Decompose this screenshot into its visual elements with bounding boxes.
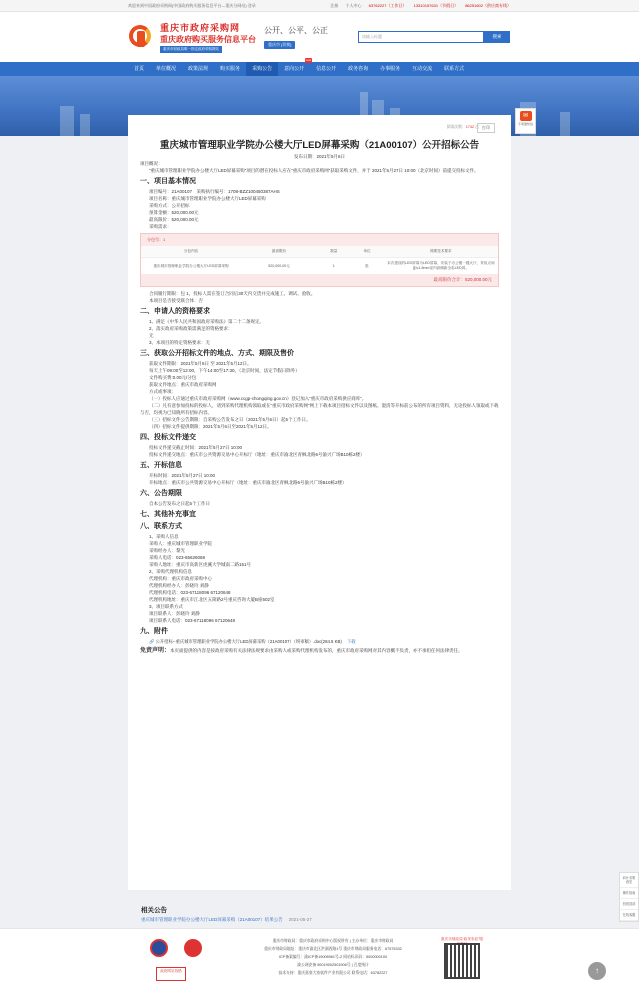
footer-line: 技术支持：重庆嘉豪大家软件产业有限公司 联系电话：63782227 (278, 971, 388, 975)
contact-line: 采购经办人：黎光 (149, 548, 185, 553)
project-line: 最高限价：520,000.00元 (149, 217, 199, 222)
doc-line: 文件购买费:0.00元/分包 (149, 375, 197, 380)
table-cell: 重庆城市管理职业学院办公楼大厅LED屏幕采购 (153, 263, 229, 268)
contact-line: 代理机构电话：023-67118096 67120648 (149, 590, 231, 595)
nav-announcements[interactable]: 采购公告 (246, 62, 278, 76)
table-header: 数量 (317, 246, 350, 258)
logo-subtitle: 重庆政府购买服务信息平台 (160, 35, 256, 44)
table-row (141, 258, 498, 275)
footer-info (248, 937, 418, 977)
footer-line: 重庆市财政局：重庆市政府采购中心版权所有 | 主办单位：重庆市财政局 (272, 939, 394, 943)
gov-site-error-badge[interactable]: 政府网站找错 (156, 967, 186, 981)
contact-line: 3、项目联系方式 (149, 604, 184, 609)
contact-line: 代理机构经办人：彭晓玲 刘静 (149, 583, 209, 588)
login-link[interactable]: 登录 (247, 2, 256, 8)
contact-line: 1、采购人信息 (149, 534, 179, 539)
footer-line[interactable]: ICP备案编号：渝ICP备19008961号-2 网站标识码：5000000100 (278, 955, 388, 959)
footer-line: 重庆市财政局地址：重庆市渝北区洪湖西路1号 重庆市财政局服务电话：67575332 (264, 947, 402, 951)
search-bar (358, 31, 510, 43)
new-badge: new (305, 58, 312, 62)
submit-line: 投标文件递交地点：重庆市公共资源交易中心开标厅（地址：重庆市渝北区青枫北路6号渝兴广场B10栋2楼） (149, 452, 365, 457)
site-footer (0, 928, 639, 996)
side-feedback-button[interactable]: 问计求策 意见 (620, 873, 638, 888)
party-emblem-icon[interactable] (150, 939, 168, 957)
search-input[interactable]: 请输入标题 (358, 31, 484, 43)
section-heading: 六、公告期限 (140, 490, 182, 497)
attachment-name[interactable]: 公开招标--重庆城市管理职业学院办公楼大厅LED屏幕采购（21A00107）（终审稿）.doc(284.5 KB) (155, 639, 342, 644)
project-line: 采购方式：公开招标 (149, 203, 190, 208)
main-nav (0, 58, 639, 76)
contact-line: 2、采购代理机构信息 (149, 569, 193, 574)
footer-line[interactable]: 渝公网安备 50019002501906号 | 百度统计 (297, 963, 369, 967)
side-toolbar (619, 872, 639, 922)
download-link[interactable]: 下载 (347, 639, 356, 644)
side-service-button[interactable]: 在线客服 (620, 910, 638, 921)
special-notice-button[interactable] (515, 108, 536, 134)
qualification-line: 2、落实政府采购政策需满足的资格要求： (149, 326, 233, 331)
views-label: 阅读次数： (446, 125, 466, 129)
section-heading: 一、项目基本情况 (140, 178, 196, 185)
overview-label: 项目概况： (140, 161, 163, 166)
side-top-button[interactable]: 回到顶部 (620, 899, 638, 910)
contact-line: 项目联系人：彭晓玲 刘静 (149, 611, 200, 616)
views-unit: 次 (475, 125, 479, 129)
disclaimer-text: 本页面提供的内容是按政府采购有关法律法规要求由采购人或采购代理机构发布的，重庆市政府采购网对其内容概不负责，亦不承担任何法律责任。 (170, 648, 463, 653)
phone-workday: 63762227（工作日） (368, 2, 407, 8)
disclaimer-label: 免责声明： (140, 648, 171, 654)
doc-subline: （一）投标人应通过重庆市政府采购网（www.ccgp-chongqing.gov.cn）登记加入“重庆市政府采购供应商库”。 (149, 396, 367, 401)
doc-subline: （四）招标文件提供期限：2021年5月6日至2021年5月12日。 (149, 424, 272, 429)
period-line: 自本公告发布之日起5个工作日 (149, 501, 211, 506)
contact-line: 采购人电话：023-65626068 (149, 555, 206, 560)
related-link-text[interactable]: 重庆城市管理职业学院办公楼大厅LED屏幕采购（21A00107）结果公告 (141, 917, 283, 922)
table-header: 单位 (350, 246, 383, 258)
table-header-row (141, 246, 498, 258)
project-line: 项目名称：重庆城市管理职业学院办公楼大厅LED屏幕采购 (149, 196, 266, 201)
article-card (128, 115, 511, 890)
contact-line: 项目联系人电话：023-67118096 67120648 (149, 618, 235, 623)
site-logo[interactable] (160, 21, 256, 53)
nav-intent[interactable] (278, 58, 312, 76)
table-header: 简要技术要求 (384, 246, 498, 258)
section-heading: 四、投标文件递交 (140, 434, 196, 441)
contact-line: 采购人地址：重庆市高新区虎溪大学城南二路151号 (149, 562, 252, 567)
qualification-line: 1、满足《中华人民共和国政府采购法》第二十二条规定。 (149, 319, 265, 324)
attachment-icon: 🔗 (149, 639, 155, 644)
qr-title: 重庆市财政局“政采彩虹”服 (441, 937, 483, 941)
document-icon: ✉ (520, 111, 532, 121)
views-number: 1742 (465, 125, 475, 129)
print-button[interactable]: 打印 (477, 123, 495, 133)
section-heading: 七、其他补充事宜 (140, 511, 196, 518)
qualification-line: 无 (149, 333, 154, 338)
publish-date: 发布日期：2021年5月6日 (293, 154, 345, 159)
nav-about[interactable]: 单位概况 (156, 66, 177, 72)
section-heading: 三、获取公开招标文件的地点、方式、期限及售价 (140, 350, 294, 357)
project-line: 项目编号：21A00107 采购执行编号：1708-BZZ100450387AHS (149, 189, 280, 194)
phone-holiday: 13310157631（节假日） (413, 2, 459, 8)
logo-title: 重庆市政府采购网 (160, 23, 241, 33)
doc-line: 获取文件地点：重庆市政府采购网 (149, 382, 217, 387)
opening-line: 开标时间：2021年5月27日 10:00 (149, 473, 216, 478)
slogan: 公开、公平、公正 (264, 26, 328, 35)
view-count (447, 125, 479, 130)
register-link[interactable]: 注册 (330, 2, 339, 8)
table-header: 最高限价 (241, 246, 317, 258)
disclaimer (140, 647, 499, 655)
section-heading: 八、联系方式 (140, 523, 182, 530)
nav-home[interactable]: 首页 (134, 66, 145, 72)
personal-center-link[interactable]: 个人中心 (345, 2, 362, 8)
table-cell: 本次建设的LED屏幕为LED屏幕，安装于办公楼一楼大厅，采用点间距≤1.8mm室内高刷新全彩LED屏。 (387, 261, 495, 270)
contact-line: 代理机构地址：重庆市江北区五简路2号重庆咨询大厦B座502室 (149, 597, 275, 602)
related-link[interactable] (141, 917, 511, 923)
article-title: 重庆城市管理职业学院办公楼大厅LED屏幕采购（21A00107）公开招标公告 (159, 140, 480, 151)
wechat-qr-code (444, 943, 480, 979)
doc-line: 每天上午09:00至12:00，下午14:00至17:30。（北京时间，法定节假日除外） (149, 368, 300, 373)
side-guide-button[interactable]: 操作指南 (620, 888, 638, 899)
related-notices (141, 905, 511, 923)
nav-intent-label: 意向公开 (284, 66, 305, 72)
table-cell: 批 (365, 263, 369, 268)
project-line: 合同履行期限：包 1，投标人需在签订合同后30天内交货并完成施工、调试、验收。 (149, 291, 316, 296)
search-button[interactable]: 搜索 (484, 31, 510, 43)
table-header: 分包内容 (141, 246, 241, 258)
special-notice-label: 专项通知信 (517, 122, 533, 126)
back-to-top-icon[interactable]: ↑ (588, 962, 606, 980)
table-total: 最高限价合计：520,000.00元 (141, 274, 498, 286)
top-strip (0, 0, 639, 12)
overview-text: “重庆城市管理职业学院办公楼大厅LED屏幕采购”项目的潜在投标人应在“重庆市政府采购网”获取采购文件，并于 2021年5月27日 10:00（北京时间）前提交投标文件。 (149, 168, 479, 173)
requirements-table (140, 233, 499, 287)
related-title: 相关公告 (141, 907, 167, 914)
nav-interact[interactable]: 互动交流 (412, 66, 433, 72)
table-cell: 520,000.00元 (268, 263, 290, 268)
nav-service[interactable]: 办事服务 (380, 66, 401, 72)
nav-policy[interactable]: 政策法规 (188, 66, 209, 72)
nav-contact[interactable]: 联系方式 (444, 66, 465, 72)
qualification-line: 3、本项目的特定资格要求：无 (149, 340, 211, 345)
table-cell: 1 (332, 263, 335, 268)
doc-subline: （二）凡有意参加投标的投标人，请到采购代理机构领取或在“重庆市政府采购网”网上下载本项目招标文件以及图纸、澄清等开标前公布的所有项目资料，无论投标人领取或下载与否，均视为已知晓所有招标内容。 (140, 403, 499, 415)
doc-line: 获取文件期限：2021年5月6日 至 2021年5月12日。 (149, 361, 252, 366)
nav-disclosure[interactable]: 信息公开 (316, 66, 337, 72)
project-line: 采购需求： (149, 224, 172, 229)
site-logo-icon[interactable] (128, 23, 154, 51)
contact-line: 代理机构：重庆市政府采购中心 (149, 576, 212, 581)
section-heading: 九、附件 (140, 628, 168, 635)
attachment-row (140, 638, 499, 645)
phone-supplier: 86251602（供应商专线） (465, 2, 511, 8)
welcome-text: 欢迎来到中国政府采购网(中国政府购买服务信息平台—重庆分网站) (128, 2, 247, 8)
gov-emblem-icon[interactable] (184, 939, 202, 957)
section-heading: 五、开标信息 (140, 462, 182, 469)
project-line: 预算金额：520,000.00元 (149, 210, 199, 215)
submit-line: 投标文件递交截止时间：2021年5月27日 10:00 (149, 445, 243, 450)
section-heading: 二、申请人的资格要求 (140, 308, 210, 315)
doc-subline: （三）招标文件公告期限：自采购公告发布之日（2021年5月6日）起5个工作日。 (149, 417, 311, 422)
project-line: 本项目是否接受联合体：否 (149, 298, 203, 303)
region-switch[interactable]: 重庆市 [切换] (264, 41, 295, 49)
logo-tagline: 重庆市财政局唯一指定政府采购网站 (160, 46, 222, 53)
site-header (0, 12, 639, 62)
contact-line: 采购人：重庆城市管理职业学院 (149, 541, 212, 546)
doc-line: 方式或事项: (149, 389, 173, 394)
package-number: 分包号：1 (141, 234, 498, 246)
nav-consult[interactable]: 政务咨询 (348, 66, 369, 72)
related-date: 2021-05-27 (288, 917, 312, 922)
nav-services[interactable]: 购买服务 (220, 66, 241, 72)
opening-line: 开标地点：重庆市公共资源交易中心开标厅（地址：重庆市渝北区青枫北路6号渝兴广场B10栋2楼） (149, 480, 347, 485)
